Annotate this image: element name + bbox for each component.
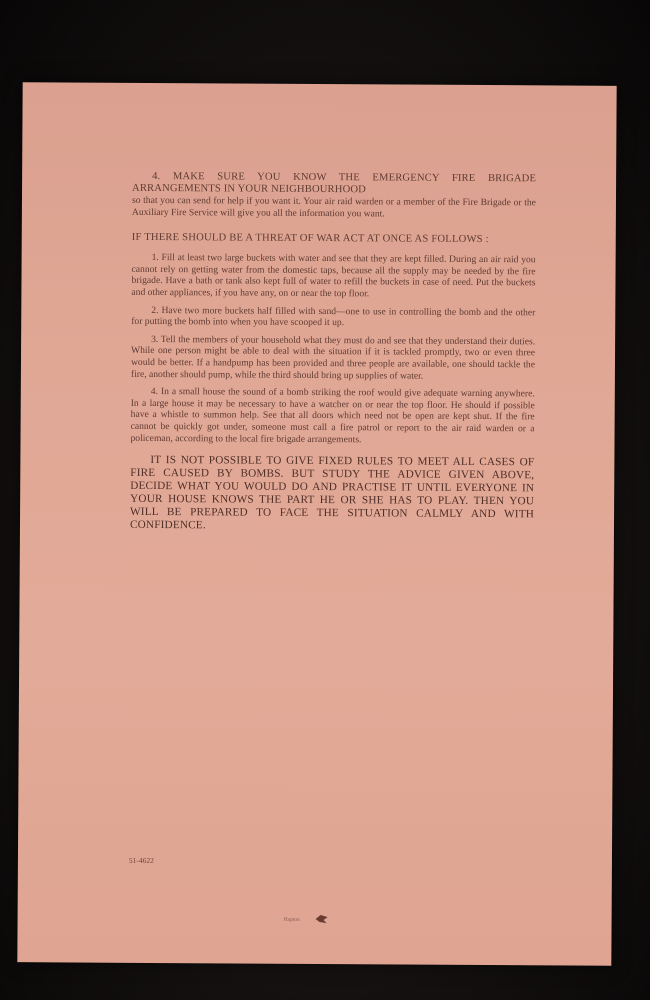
form-code: 51-4622 (128, 855, 154, 866)
item-4-text: so that you can send for help if you want it. Your air raid warden or a member of the Fire Brigade or the Auxiliary Fire Service will give you all the information you want. (131, 194, 536, 220)
closing-statement: IT IS NOT POSSIBLE TO GIVE FIXED RULES TO MEET ALL CASES OF FIRE CAUSED BY BOMBS. BUT STUDY THE ADVICE GIVEN ABOVE, DECIDE WHAT YOU WOULD DO AND PRACTISE IT UNTIL EVERYONE IN YOUR HOUSE KNOWS THE PART HE OR SHE HAS TO PLAY. THEN YOU WILL BE PREPARED TO FACE THE SITUATION CALMLY AND WITH CONFIDENCE. (129, 454, 535, 532)
leaflet-page (17, 82, 616, 966)
instruction-paragraph-4: 4. In a small house the sound of a bomb striking the roof would give adequate warning anywhere. In a large house it may be necessary to have a watcher on or near the top floor. He should if possible have a whistle to summon help. See that all doors which need not be open are kept shut. If the fire cannot be quickly got under, someone must call a fire patrol or report to the air raid warden or a policeman, according to the local fire brigade arrangements. (130, 386, 535, 445)
item-4-lead: 4. MAKE SURE YOU KNOW THE EMERGENCY FIRE BRIGADE ARRANGEMENTS IN YOUR NEIGHBOURHOOD (132, 170, 537, 196)
war-threat-heading: IF THERE SHOULD BE A THREAT OF WAR ACT AT ONCE AS FOLLOWS : (131, 232, 489, 246)
instruction-paragraph-3: 3. Tell the members of your household what they must do and see that they understand their duties. While one person might be able to deal with the situation if it is tackled promptly, two or even three would be better. If a handpump has been provided and three people are available, one should tackle the fire, another should pump, while the third should bring up supplies of water. (130, 333, 536, 382)
printer-mark-icon (315, 914, 329, 924)
leaflet-text (130, 171, 536, 535)
printer-name: Hapton (283, 916, 300, 923)
item-4-section (132, 171, 536, 221)
instruction-paragraph-1: 1. Fill at least two large buckets with water and see that they are kept filled. During an air raid you cannot rely on getting water from the domestic taps, because all the supply may be needed by the fire brigade. Have a bath or tank also kept full of water to refill the buckets in case of need. Put the buckets and other appliances, if you have any, on or near the top floor. (131, 252, 536, 300)
instruction-paragraph-2: 2. Have two more buckets half filled with sand—one to use in controlling the bomb and the other for putting the bomb into when you have scooped it up. (131, 304, 536, 329)
